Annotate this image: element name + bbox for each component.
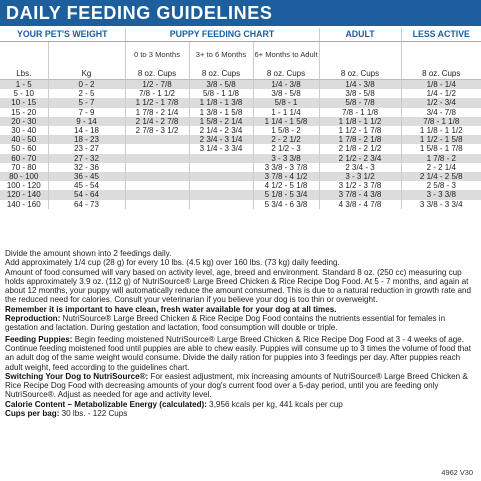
table-cell: 100 - 120 xyxy=(0,181,48,190)
table-cell: 2 - 2 1/4 xyxy=(401,163,481,172)
table-row xyxy=(0,144,481,153)
table-cell: 1 1/8 - 1 3/8 xyxy=(189,98,253,107)
table-cell: 18 - 23 xyxy=(48,135,125,144)
table-cell: 2 5/8 - 3 xyxy=(401,181,481,190)
table-cell: 5/8 - 1 xyxy=(253,98,319,107)
table-cell: 54 - 64 xyxy=(48,190,125,199)
table-row xyxy=(0,126,481,135)
table-cell: 70 - 80 xyxy=(0,163,48,172)
table-cell: 0 - 2 xyxy=(48,80,125,90)
table-cell: 1 7/8 - 2 1/8 xyxy=(319,135,401,144)
table-row xyxy=(0,163,481,172)
table-cell: 1 1/8 - 1 1/2 xyxy=(401,126,481,135)
age-header: 3+ to 6 Months xyxy=(189,42,253,70)
table-cell: 2 1/4 - 2 5/8 xyxy=(401,172,481,181)
table-cell: 1 1/8 - 1 1/2 xyxy=(319,117,401,126)
table-cell xyxy=(125,144,189,153)
table-body xyxy=(0,80,481,209)
table-cell: 1 5/8 - 1 7/8 xyxy=(401,144,481,153)
instruction-text: Divide the amount shown into 2 feedings daily. xyxy=(5,249,172,258)
table-cell: 1/4 - 3/8 xyxy=(319,80,401,90)
table-row xyxy=(0,89,481,98)
table-row xyxy=(0,200,481,209)
table-cell: 140 - 160 xyxy=(0,200,48,209)
table-cell: 5/8 - 1 1/8 xyxy=(189,89,253,98)
table-cell: 1/4 - 1/2 xyxy=(401,89,481,98)
table-cell: 2 3/4 - 3 xyxy=(319,163,401,172)
table-cell: 5 1/8 - 5 3/4 xyxy=(253,190,319,199)
table-cell: 2 - 2 1/2 xyxy=(253,135,319,144)
table-cell: 2 3/4 - 3 1/4 xyxy=(189,135,253,144)
table-cell: 3 - 3 3/8 xyxy=(253,154,319,163)
table-cell: 2 1/4 - 2 3/4 xyxy=(189,126,253,135)
table-row xyxy=(0,135,481,144)
table-cell: 7/8 - 1 1/8 xyxy=(401,117,481,126)
instruction-text: Add approximately 1/4 cup (28 g) for every 10 lbs. (4.5 kg) over 160 lbs. (73 kg) daily feeding. xyxy=(5,258,340,268)
table-cell: 1 3/8 - 1 5/8 xyxy=(189,108,253,117)
table-row xyxy=(0,117,481,126)
table-cell xyxy=(125,181,189,190)
table-row xyxy=(0,190,481,199)
unit-header: 8 oz. Cups xyxy=(319,69,401,80)
reproduction-paragraph: Reproduction: NutriSource® Large Breed Chicken & Rice Recipe Dog Food contains the nutrients essential for females in gestation and lactation. During gestation and lactation, food consumption will double or triple. xyxy=(5,314,446,333)
table-cell: 1 - 1 1/4 xyxy=(253,108,319,117)
table-cell: 4 1/2 - 5 1/8 xyxy=(253,181,319,190)
table-cell xyxy=(125,200,189,209)
table-cell: 40 - 50 xyxy=(0,135,48,144)
table-cell: 15 - 20 xyxy=(0,108,48,117)
table-cell: 1 5/8 - 2 1/4 xyxy=(189,117,253,126)
table-cell: 1 1/4 - 1 5/8 xyxy=(253,117,319,126)
table-cell: 60 - 70 xyxy=(0,154,48,163)
table-cell: 3/4 - 7/8 xyxy=(401,108,481,117)
table-cell xyxy=(189,172,253,181)
table-cell: 20 - 30 xyxy=(0,117,48,126)
table-cell: 2 1/2 - 3 xyxy=(253,144,319,153)
table-row xyxy=(0,98,481,107)
table-cell: 1 1/2 - 1 5/8 xyxy=(401,135,481,144)
table-cell: 10 - 15 xyxy=(0,98,48,107)
table-cell: 1 5/8 - 2 xyxy=(253,126,319,135)
table-cell: 1 1/2 - 1 7/8 xyxy=(319,126,401,135)
table-cell: 2 1/8 - 2 1/2 xyxy=(319,144,401,153)
table-cell: 2 - 5 xyxy=(48,89,125,98)
table-cell: 120 - 140 xyxy=(0,190,48,199)
table-cell: 3 - 3 3/8 xyxy=(401,190,481,199)
table-cell xyxy=(189,190,253,199)
puppy-header: PUPPY FEEDING CHART xyxy=(125,28,319,42)
adult-header: ADULT xyxy=(319,28,401,42)
table-cell: 3 7/8 - 4 1/2 xyxy=(253,172,319,181)
table-cell: 80 - 100 xyxy=(0,172,48,181)
table-cell: 1 1/2 - 1 7/8 xyxy=(125,98,189,107)
age-header: 6+ Months to Adult xyxy=(253,42,319,70)
table-cell xyxy=(125,190,189,199)
table-cell: 3 7/8 - 4 3/8 xyxy=(319,190,401,199)
table-cell: 3/8 - 5/8 xyxy=(189,80,253,90)
age-header: 0 to 3 Months xyxy=(125,42,189,70)
table-cell: 3 3/8 - 3 3/4 xyxy=(401,200,481,209)
cups-paragraph: Cups per bag: 30 lbs. - 122 Cups xyxy=(5,409,128,419)
table-cell: 3 1/4 - 3 3/4 xyxy=(189,144,253,153)
cups-label: Cups per bag: xyxy=(5,409,60,419)
puppies-label: Feeding Puppies: xyxy=(5,334,73,344)
table-cell: 3/8 - 5/8 xyxy=(319,89,401,98)
table-cell xyxy=(125,172,189,181)
table-cell: 64 - 73 xyxy=(48,200,125,209)
table-row xyxy=(0,181,481,190)
switching-paragraph: Switching Your Dog to NutriSource®: For easiest adjustment, mix increasing amounts of NutriSource® Large Breed Chicken & Rice Recipe Dog Food with decreasing amounts of your dog's current food over a 5-day period, until you are feeding only NutriSource®. Adjust as needed for age and activity level. xyxy=(5,371,468,400)
table-cell xyxy=(189,200,253,209)
feeding-table xyxy=(0,28,481,209)
table-cell: 23 - 27 xyxy=(48,144,125,153)
table-cell: 7 - 9 xyxy=(48,108,125,117)
table-cell: 3 - 3 1/2 xyxy=(319,172,401,181)
calorie-label: Calorie Content – Metabolizable Energy (calculated): xyxy=(5,399,207,409)
table-cell xyxy=(125,154,189,163)
table-cell: 14 - 18 xyxy=(48,126,125,135)
table-cell: 9 - 14 xyxy=(48,117,125,126)
table-cell: 1/2 - 3/4 xyxy=(401,98,481,107)
table-cell: 1/2 - 7/8 xyxy=(125,80,189,90)
table-cell: 3 1/2 - 3 7/8 xyxy=(319,181,401,190)
table-cell xyxy=(189,163,253,172)
product-code: 4962 V30 xyxy=(441,468,473,477)
table-cell xyxy=(125,163,189,172)
table-cell: 2 7/8 - 3 1/2 xyxy=(125,126,189,135)
unit-header: 8 oz. Cups xyxy=(189,69,253,80)
table-cell: 1 7/8 - 2 xyxy=(401,154,481,163)
table-row xyxy=(0,154,481,163)
instructions xyxy=(5,249,476,418)
table-cell: 27 - 32 xyxy=(48,154,125,163)
calorie-paragraph: Calorie Content – Metabolizable Energy (calculated): 3,956 kcals per kg, 441 kcals per cup xyxy=(5,399,343,409)
table-cell: 7/8 - 1 1/2 xyxy=(125,89,189,98)
table-cell: 1 7/8 - 2 1/4 xyxy=(125,108,189,117)
unit-header: Kg xyxy=(48,69,125,80)
table-cell: 5 - 10 xyxy=(0,89,48,98)
table-cell: 5 3/4 - 6 3/8 xyxy=(253,200,319,209)
table-cell: 4 3/8 - 4 7/8 xyxy=(319,200,401,209)
table-cell: 1/8 - 1/4 xyxy=(401,80,481,90)
table-cell: 7/8 - 1 1/8 xyxy=(319,108,401,117)
table-cell: 1 - 5 xyxy=(0,80,48,90)
table-row xyxy=(0,172,481,181)
unit-header: 8 oz. Cups xyxy=(401,69,481,80)
table-cell: 5 - 7 xyxy=(48,98,125,107)
table-cell: 5/8 - 7/8 xyxy=(319,98,401,107)
switching-label: Switching Your Dog to NutriSource®: xyxy=(5,371,149,381)
page-title: DAILY FEEDING GUIDELINES xyxy=(6,3,273,23)
table-row xyxy=(0,108,481,117)
table-cell: 30 - 40 xyxy=(0,126,48,135)
table-cell xyxy=(189,181,253,190)
table-cell xyxy=(189,154,253,163)
table-cell: 2 1/4 - 2 7/8 xyxy=(125,117,189,126)
unit-header: Lbs. xyxy=(0,69,48,80)
table-cell: 3 3/8 - 3 7/8 xyxy=(253,163,319,172)
instruction-text: Amount of food consumed will vary based on activity level, age, breed and environment. Standard 8 oz. (250 cc) measuring cup holds approximately 3.9 oz. (112 g) of NutriSource® Large Breed Chicken & Rice Recipe Dog Food. At 5 - 7 months, and again at about 12 months, your puppy will automatically reduce the amount consumed. This is due to a natural reduction in growth rate and the reduced need for calories. Consult your veterinarian if you believe your dog is too thin or overweight. xyxy=(5,267,471,305)
table-cell: 32 - 36 xyxy=(48,163,125,172)
table-cell xyxy=(125,135,189,144)
table-cell: 50 - 60 xyxy=(0,144,48,153)
table-cell: 1/4 - 3/8 xyxy=(253,80,319,90)
table-cell: 3/8 - 5/8 xyxy=(253,89,319,98)
unit-header: 8 oz. Cups xyxy=(253,69,319,80)
weight-header: YOUR PET'S WEIGHT xyxy=(0,28,125,42)
unit-header: 8 oz. Cups xyxy=(125,69,189,80)
water-reminder: Remember it is important to have clean, fresh water available for your dog at all times. xyxy=(5,304,337,314)
puppies-paragraph: Feeding Puppies: Begin feeding moistened NutriSource® Large Breed Chicken & Rice Recipe Dog Food at 3 - 4 weeks of age. Continue feeding moistened food until puppies are able to chew easily. Puppies will consume up to 3 times the volume of food that an adult dog of the same weight would consume. Divide the daily ration for puppies into 3 feedings per day. After puppies reach adult weight, feed according to the guidelines chart. xyxy=(5,334,471,372)
table-cell: 2 1/2 - 2 3/4 xyxy=(319,154,401,163)
table-row xyxy=(0,80,481,90)
table-cell: 36 - 45 xyxy=(48,172,125,181)
less-active-header: LESS ACTIVE xyxy=(401,28,481,42)
title-bar xyxy=(0,0,481,26)
table-cell: 45 - 54 xyxy=(48,181,125,190)
reproduction-label: Reproduction: xyxy=(5,314,61,324)
